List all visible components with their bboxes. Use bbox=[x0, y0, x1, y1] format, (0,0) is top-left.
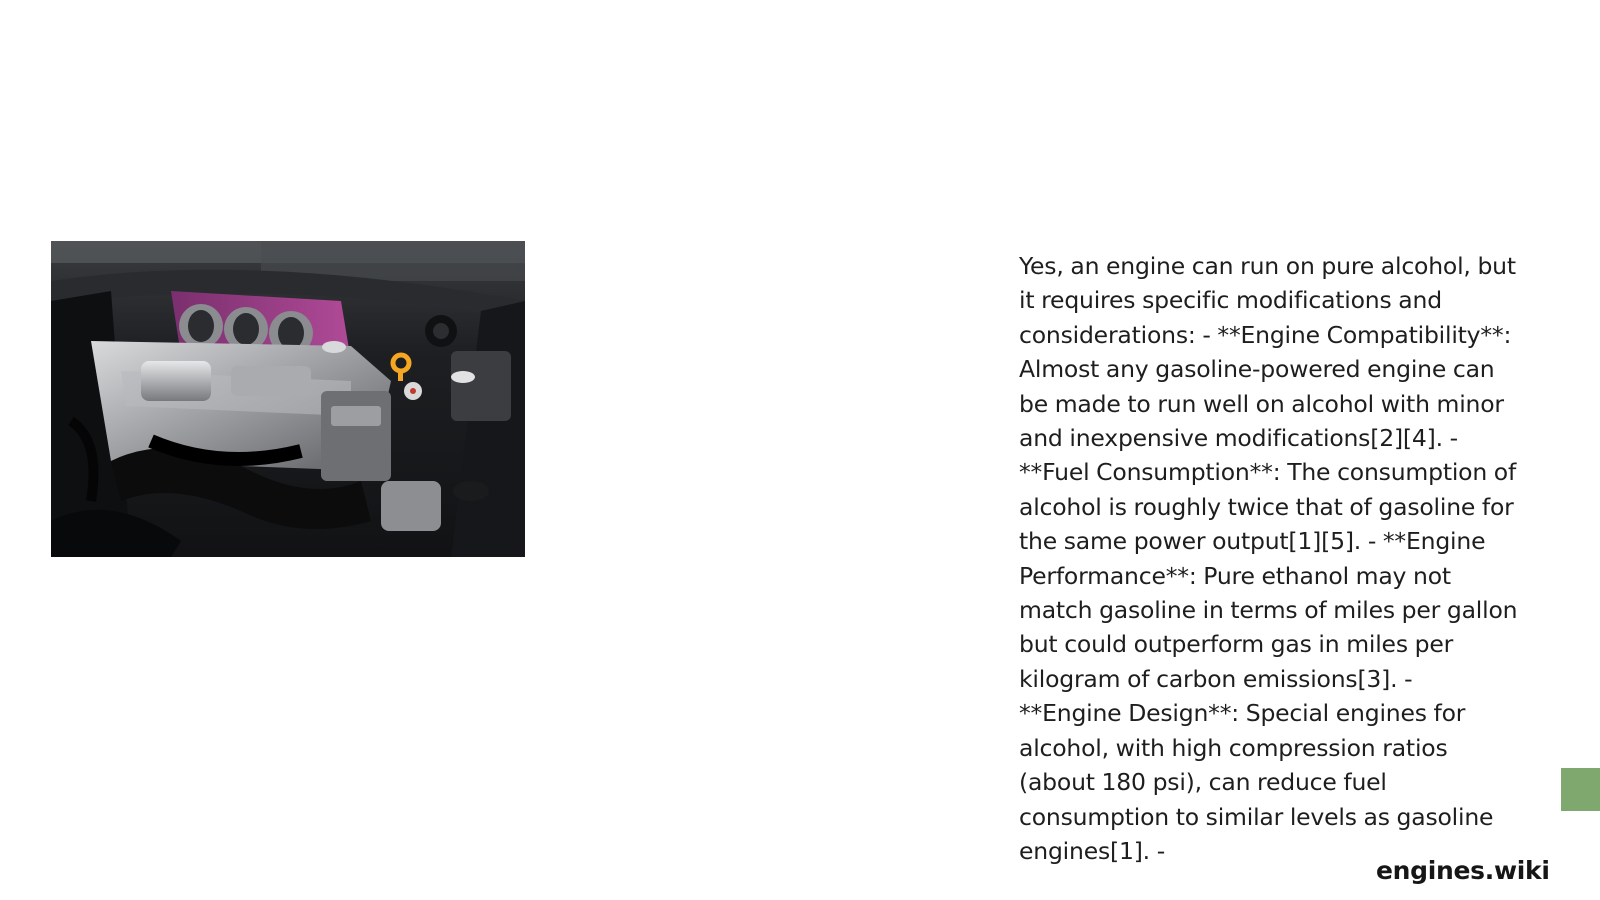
engine-photo bbox=[51, 241, 525, 557]
accent-block bbox=[1561, 768, 1600, 811]
site-brand: engines.wiki bbox=[1376, 856, 1550, 885]
article-text: Yes, an engine can run on pure alcohol, but it requires specific modifications and considerations: - **Engine Compatibility**: Almost any gasoline-powered engine can be made to run well on alcohol with minor and inexpensive modifications[2][4]. - **Fuel Consumption**: The consumption of alcohol is roughly twice that of gasoline for the same power output[1][5]. - **Engine Performance**: Pure ethanol may not match gasoline in terms of miles per gallon but could outperform gas in miles per kilogram of carbon emissions[3]. - **Engine Design**: Special engines for alcohol, with high compression ratios (about 180 psi), can reduce fuel consumption to similar levels as gasoline engines[1]. - bbox=[1019, 252, 1518, 865]
article-body bbox=[1019, 249, 1519, 900]
engine-bay-image bbox=[51, 241, 525, 557]
